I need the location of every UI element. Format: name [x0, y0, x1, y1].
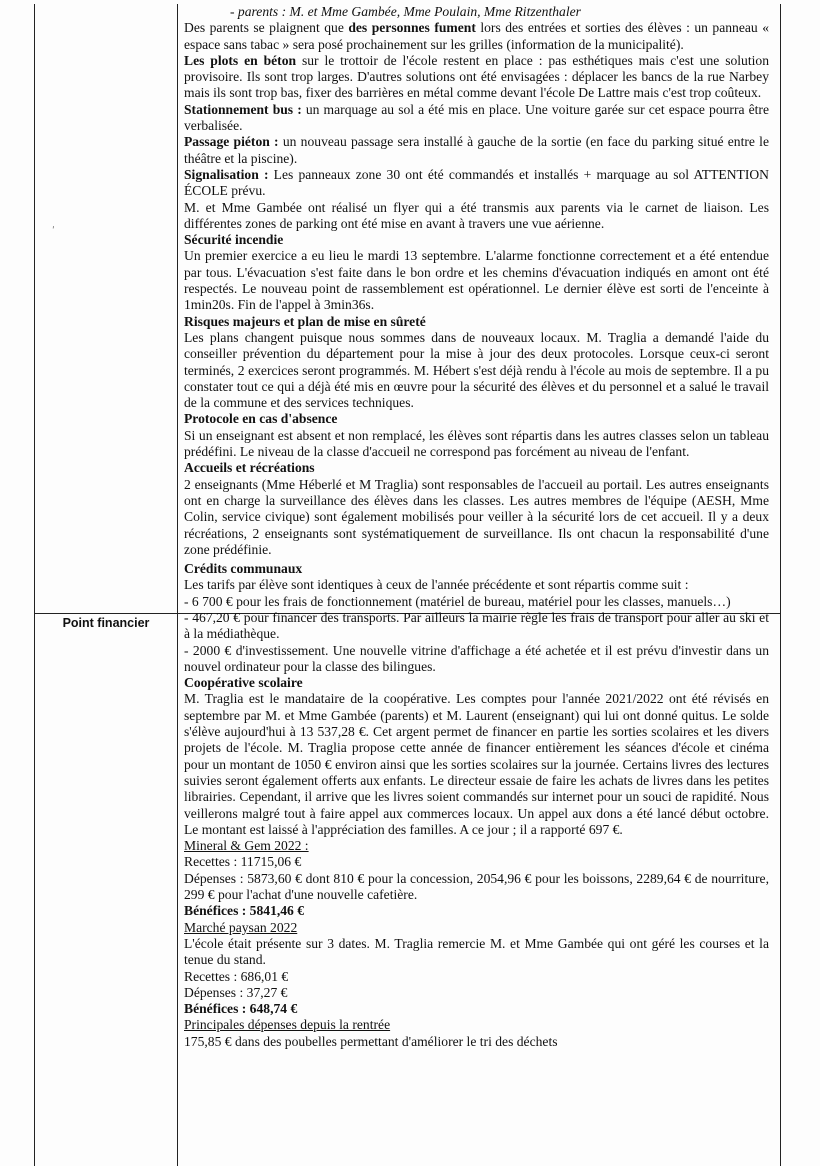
main-expenses-heading: Principales dépenses depuis la rentrée: [184, 1017, 391, 1033]
bus-parking-paragraph: Stationnement bus : un marquage au sol a été mis en place. Une voiture garée sur cet espace pourra être verbalisée.: [184, 101, 769, 134]
farmers-market-heading: Marché paysan 2022: [184, 919, 298, 935]
main-expenses-text: 175,85 € dans des poubelles permettant d'améliorer le tri des déchets: [184, 1033, 558, 1049]
cooperative-heading: Coopérative scolaire: [184, 675, 303, 691]
content-column: [184, 4, 769, 1050]
fire-safety-text: Un premier exercice a eu lieu le mardi 13 septembre. L'alarme fonctionne correctement et a été entendue par tous. L'évacuation s'est faite dans le bon ordre et les chemins d'évacuation indiqués en amont ont été respectés. Le nouveau point de rassemblement est opérationnel. Le dernier élève est sorti de l'enceinte à 1min20s. Fin de l'appel à 3min36s.: [184, 248, 769, 313]
reception-recess-heading: Accueils et récréations: [184, 460, 315, 476]
fire-safety-heading: Sécurité incendie: [184, 232, 284, 248]
mineral-gem-profit: Bénéfices : 5841,46 €: [184, 903, 305, 919]
municipal-credits-intro: Les tarifs par élève sont identiques à ceux de l'année précédente et sont répartis comme suit :: [184, 577, 689, 593]
signage-paragraph: Signalisation : Les panneaux zone 30 ont été commandés et installés + marquage au sol ATTENTION ÉCOLE prévu.: [184, 166, 770, 199]
major-risks-heading: Risques majeurs et plan de mise en sûreté: [184, 313, 426, 329]
farmers-market-revenue: Recettes : 686,01 €: [184, 968, 289, 984]
mineral-gem-heading: Mineral & Gem 2022 :: [184, 838, 309, 854]
absence-protocol-text: Si un enseignant est absent et non remplacé, les élèves sont répartis dans les autres classes selon un tableau prédéfini. Le niveau de la classe d'accueil ne correspond pas forcément au niveau de l'enfant.: [184, 427, 769, 460]
farmers-market-profit: Bénéfices : 648,74 €: [184, 1001, 298, 1017]
smoking-paragraph: Des parents se plaignent que des personnes fument lors des entrées et sorties des élèves : un panneau « espace sans tabac » sera posé prochainement sur les grilles (information de la municipalité).: [184, 20, 769, 52]
reception-recess-text: 2 enseignants (Mme Héberlé et M Traglia) sont responsables de l'accueil au portail. Les autres enseignants ont en charge la surveillance des élèves dans les classes. Les autres membres de l'équipe (AESH, Mme Colin, service civique) sont également mobilisés pour veiller à la sécurité lors de cet accueil. Il y a deux récréations, 2 enseignants sont systématiquement de surveillance. Ils ont chacun la responsabilité d'une zone prédéfinie.: [184, 476, 769, 557]
parents-line: - parents : M. et Mme Gambée, Mme Poulain, Mme Ritzenthaler: [230, 4, 581, 19]
concrete-posts-paragraph: Les plots en béton sur le trottoir de l'école restent en place : pas esthétiques mais c'est une solution provisoire. Ils sont trop larges. D'autres solutions ont été envisagées : déplacer les bancs de la rue Narbey mais ils sont trop bas, fixer des barrières en métal comme devant l'école De Lattre mais c'est trop coûteux.: [184, 52, 770, 101]
municipal-credits-heading: Crédits communaux: [184, 561, 303, 577]
absence-protocol-heading: Protocole en cas d'absence: [184, 411, 338, 427]
mineral-gem-expenses: Dépenses : 5873,60 € dont 810 € pour la concession, 2054,96 € pour les boissons, 2289,64 € de nourriture, 299 € pour l'achat d'une nouvelle cafetière.: [184, 870, 769, 903]
flyer-paragraph: M. et Mme Gambée ont réalisé un flyer qui a été transmis aux parents via le carnet de liaison. Les différentes zones de parking ont été mise en avant à travers une vue aérienne.: [184, 199, 769, 231]
municipal-credits-item: - 6 700 € pour les frais de fonctionnement (matériel de bureau, matériel pour les classes, manuels…): [184, 593, 731, 609]
municipal-credits-item: - 2000 € d'investissement. Une nouvelle vitrine d'affichage a été achetée et il est prévu d'investir dans un nouvel ordinateur pour la classe des bilingues.: [184, 642, 769, 674]
major-risks-text: Les plans changent puisque nous sommes dans de nouveaux locaux. M. Traglia a demandé l'aide du conseiller prévention du département pour la mise à jour des deux protocoles. Lorsque ceux-ci seront terminés, 2 exercices seront programmés. M. Hébert s'est déjà rendu à l'école au mois de septembre. Il a pu constater tout ce qui a déjà été mis en œuvre pour la sécurité des élèves et du personnel et a salué le travail de la commune et des services techniques.: [184, 329, 769, 411]
farmers-market-text: L'école était présente sur 3 dates. M. Traglia remercie M. et Mme Gambée qui ont géré les courses et la tenue du stand.: [184, 935, 769, 968]
crosswalk-paragraph: Passage piéton : un nouveau passage sera installé à gauche de la sortie (en face du parking situé entre le théâtre et la piscine).: [184, 134, 769, 166]
scan-mark: ʹ: [52, 226, 55, 237]
farmers-market-expenses: Dépenses : 37,27 €: [184, 984, 288, 1000]
municipal-credits-item: - 467,20 € pour financer des transports. Par ailleurs la mairie règle les frais de transport pour aller au ski et à la médiathèque.: [184, 609, 769, 642]
cooperative-text: M. Traglia est le mandataire de la coopérative. Les comptes pour l'année 2021/2022 ont été révisés en septembre par M. et Mme Gambée (parents) et M. Laurent (enseignant) qui lui ont donné quitus. Le solde s'élève aujourd'hui à 13 537,28 €. Cet argent permet de financer en partie les sorties scolaires et les divers projets de l'école. M. Traglia propose cette année de financer entièrement les séances d'école et cinéma pour un montant de 1050 € environ ainsi que les sorties scolaires sur la journée. Certains livres des lectures suivies seront également offerts aux enfants. Le directeur essaie de faire les achats de livres dans les petites librairies. Cependant, il arrive que les livres soient commandés sur internet pour un souci de rapidité. Nous veillerons malgré tout à faire appel aux commerces locaux. Un appel aux dons a été lancé début octobre. Le montant est laissé à l'appréciation des familles. A ce jour ; il a rapporté 697 €.: [184, 691, 769, 837]
mineral-gem-revenue: Recettes : 11715,06 €: [184, 854, 302, 870]
point-financier-label: Point financier: [62, 616, 150, 630]
column-divider: [177, 4, 178, 1166]
